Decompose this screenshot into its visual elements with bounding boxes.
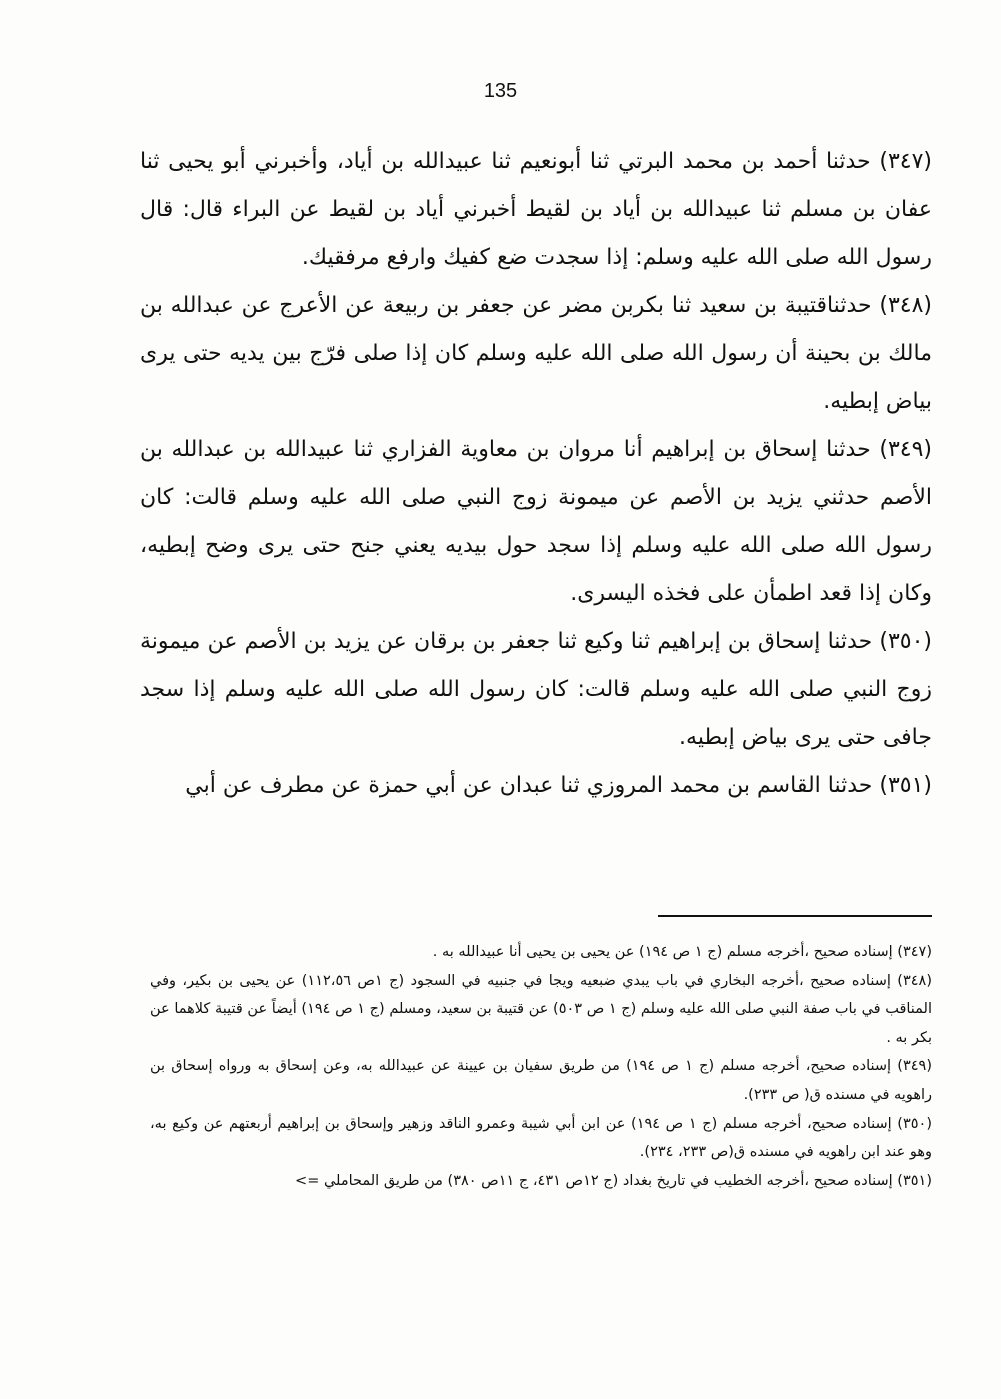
hadith-text-block — [140, 138, 932, 810]
page-number: 135 — [483, 80, 518, 102]
hadith-350: (٣٥٠) حدثنا إسحاق بن إبراهيم ثنا وكيع ثنا جعفر بن برقان عن يزيد بن الأصم عن ميمونة زوج النبي صلى الله عليه وسلم قالت: كان رسول الله صلى الله عليه وسلم إذا سجد جافى حتى يرى بياض إبطيه. — [140, 629, 932, 750]
hadith-351: (٣٥١) حدثنا القاسم بن محمد المروزي ثنا عبدان عن أبي حمزة عن مطرف عن أبي — [185, 773, 932, 798]
hadith-348: (٣٤٨) حدثناقتيبة بن سعيد ثنا بكربن مضر عن جعفر بن ربيعة عن الأعرج عن عبدالله بن مالك بن بحينة أن رسول الله صلى الله عليه وسلم كان إذا صلى فرّج بين يديه حتى يرى بياض إبطيه. — [140, 293, 932, 414]
footnote-separator — [658, 915, 932, 917]
footnotes-block — [150, 938, 932, 1195]
footnote-351: (٣٥١) إسناده صحيح ،أخرجه الخطيب في تاريخ بغداد (ج ١٢ص ٤٣١، ج ١١ص ٣٨٠) من طريق المحاملي => — [295, 1172, 932, 1189]
footnote-350: (٣٥٠) إسناده صحيح، أخرجه مسلم (ج ١ ص ١٩٤) عن ابن أبي شيبة وعمرو الناقد وزهير وإسحاق بن إبراهيم أربعتهم عن وكيع به، وهو عند ابن راهويه في مسنده ق(ص ٢٣٣، ٢٣٤). — [150, 1115, 933, 1161]
footnote-348: (٣٤٨) إسناده صحيح ،أخرجه البخاري في باب يبدي ضبعيه ويجا في جنبيه في السجود (ج ١ص ١١٢،٥٦) عن يحيى بن بكير، وفي المناقب في باب صفة النبي صلى الله عليه وسلم (ج ١ ص ٥٠٣) عن قتيبة بن سعيد، ومسلم (ج ١ ص ١٩٤) أيضاً عن قتيبة كلاهما عن بكر به . — [150, 972, 933, 1046]
hadith-349: (٣٤٩) حدثنا إسحاق بن إبراهيم أنا مروان بن معاوية الفزاري ثنا عبيدالله بن عبدالله بن الأصم حدثني يزيد بن الأصم عن ميمونة زوج النبي صلى الله عليه وسلم قالت: كان رسول الله صلى الله عليه وسلم إذا سجد حول بيديه يعني جنح حتى يرى وضح إبطيه، وكان إذا قعد اطمأن على فخذه اليسرى. — [140, 437, 932, 606]
footnote-347: (٣٤٧) إسناده صحيح ،أخرجه مسلم (ج ١ ص ١٩٤) عن يحيى بن يحيى أنا عبيدالله به . — [432, 944, 932, 960]
hadith-347: (٣٤٧) حدثنا أحمد بن محمد البرتي ثنا أبونعيم ثنا عبيدالله بن أياد، وأخبرني أبو يحيى ثنا عفان بن مسلم ثنا عبيدالله بن أياد بن لقيط أخبرني أياد بن لقيط عن البراء قال: قال رسول الله صلى الله عليه وسلم: إذا سجدت ضع كفيك وارفع مرفقيك. — [140, 149, 932, 270]
footnote-349: (٣٤٩) إسناده صحيح، أخرجه مسلم (ج ١ ص ١٩٤) من طريق سفيان بن عيينة عن عبيدالله به، وعن إسحاق به ورواه إسحاق بن راهويه في مسنده ق( ص ٢٣٣). — [150, 1058, 933, 1103]
